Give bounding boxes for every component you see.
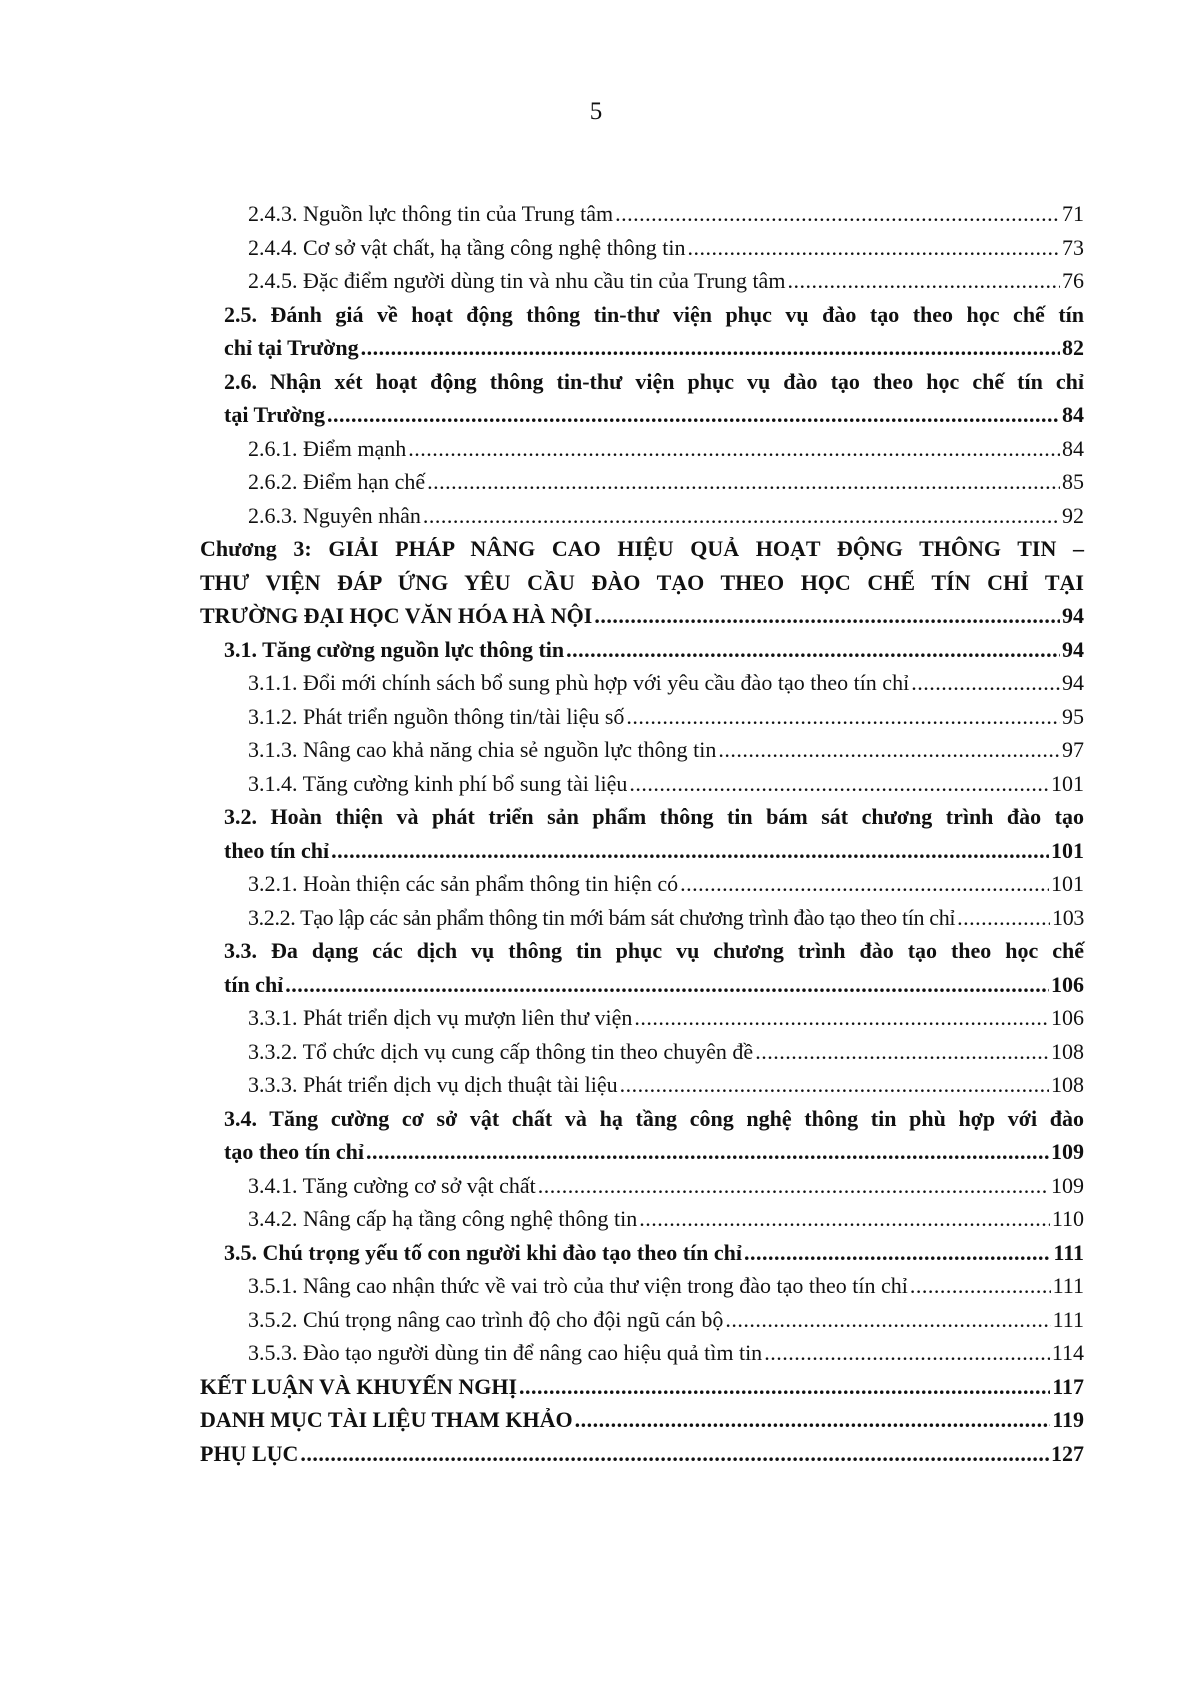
leader-dots	[423, 499, 1060, 533]
toc-section	[200, 934, 1084, 1001]
toc-chapter	[200, 532, 1084, 633]
leader-dots	[725, 1303, 1050, 1337]
toc-entry	[200, 1336, 1084, 1370]
toc-entry-title-line: 3.4. Tăng cường cơ sở vật chất và hạ tầng công nghệ thông tin phù hợp với đào	[224, 1105, 1084, 1131]
toc-section	[200, 633, 1084, 667]
leader-dots	[361, 331, 1060, 365]
leader-dots	[615, 197, 1060, 231]
toc-entry-title: 2.4.5. Đặc điểm người dùng tin và nhu cầu tin của Trung tâm	[248, 268, 786, 293]
toc-page-number: 101	[1051, 770, 1084, 796]
leader-dots	[626, 700, 1060, 734]
toc-section	[200, 1236, 1084, 1270]
toc-entry	[200, 264, 1084, 298]
toc-entry-title: 2.6.2. Điểm hạn chế	[248, 469, 426, 494]
toc-page-number: 71	[1062, 201, 1084, 226]
toc-entry	[200, 1269, 1084, 1303]
toc-page-number: 82	[1062, 335, 1084, 360]
toc-page-number: 94	[1062, 670, 1084, 695]
toc-page-number: 92	[1062, 502, 1084, 528]
toc-entry	[200, 1202, 1084, 1236]
toc-entry	[200, 733, 1084, 767]
toc-page-number: 111	[1052, 1306, 1084, 1332]
toc-entry	[200, 499, 1084, 533]
toc-section	[200, 800, 1084, 867]
toc-entry-title-line: Chương 3: GIẢI PHÁP NÂNG CAO HIỆU QUẢ HOẠT ĐỘNG THÔNG TIN –	[200, 536, 1084, 561]
toc-page-number: 111	[1052, 1273, 1084, 1298]
leader-dots	[718, 733, 1060, 767]
toc-entry-title: 2.6.3. Nguyên nhân	[248, 502, 421, 528]
leader-dots	[427, 465, 1060, 499]
toc-page-number: 101	[1051, 871, 1084, 896]
toc-entry-title-line: 2.5. Đánh giá về hoạt động thông tin-thư viện phục vụ đào tạo theo học chế tín	[224, 301, 1084, 327]
toc-page-number: 110	[1051, 1206, 1084, 1231]
toc-entry-title: 2.4.4. Cơ sở vật chất, hạ tầng công nghệ thông tin	[248, 234, 686, 260]
toc-page-number: 106	[1051, 1005, 1084, 1030]
toc-page-number: 101	[1051, 837, 1084, 863]
toc-entry-title: 3.2.1. Hoàn thiện các sản phẩm thông tin hiện có	[248, 871, 679, 896]
leader-dots	[575, 1403, 1051, 1437]
page-number: 5	[589, 98, 603, 125]
toc-entry-title: 3.1.3. Nâng cao khả năng chia sẻ nguồn lực thông tin	[248, 737, 717, 762]
toc-entry	[200, 867, 1084, 901]
toc-entry-title: KẾT LUẬN VÀ KHUYẾN NGHỊ	[200, 1373, 518, 1399]
toc-page-number: 97	[1062, 737, 1084, 762]
toc-page-number: 76	[1062, 268, 1084, 293]
toc-entry-title: 3.2.2. Tạo lập các sản phẩm thông tin mới bám sát chương trình đào tạo theo tín chỉ	[248, 904, 956, 930]
toc-entry-title: 3.1.1. Đổi mới chính sách bổ sung phù hợp với yêu cầu đào tạo theo tín chỉ	[248, 670, 910, 695]
leader-dots	[366, 1135, 1049, 1169]
toc-entry-title: 3.1.2. Phát triển nguồn thông tin/tài liệu số	[248, 703, 625, 729]
toc-page-number: 84	[1062, 435, 1084, 461]
leader-dots	[911, 666, 1060, 700]
toc-entry-title: PHỤ LỤC	[200, 1440, 299, 1466]
toc-entry-title: tín chỉ	[224, 971, 284, 997]
toc-page-number: 95	[1062, 703, 1084, 729]
toc-entry	[200, 901, 1084, 935]
toc-entry	[200, 767, 1084, 801]
toc-entry-title: 3.1.4. Tăng cường kinh phí bổ sung tài liệu	[248, 770, 628, 796]
toc-entry-title: 3.3.3. Phát triển dịch vụ dịch thuật tài liệu	[248, 1072, 618, 1097]
toc-entry-title: tạo theo tín chỉ	[224, 1139, 364, 1164]
toc-entry-title-line: 2.6. Nhận xét hoạt động thông tin-thư viện phục vụ đào tạo theo học chế tín chỉ	[224, 368, 1084, 394]
toc-entry-title: theo tín chỉ	[224, 837, 330, 863]
toc-entry	[200, 1303, 1084, 1337]
toc-page-number: 84	[1062, 402, 1084, 427]
toc-chapter	[200, 1437, 1084, 1471]
toc-section	[200, 298, 1084, 365]
leader-dots	[566, 633, 1060, 667]
toc-entry-title: DANH MỤC TÀI LIỆU THAM KHẢO	[200, 1407, 573, 1432]
toc-entry	[200, 666, 1084, 700]
toc-entry-title-line: 3.3. Đa dạng các dịch vụ thông tin phục vụ chương trình đào tạo theo học chế	[224, 938, 1084, 963]
toc-entry	[200, 1169, 1084, 1203]
toc-page-number: 117	[1052, 1373, 1084, 1399]
toc-entry-title: 2.4.3. Nguồn lực thông tin của Trung tâm	[248, 201, 614, 226]
toc-entry	[200, 1068, 1084, 1102]
leader-dots	[408, 432, 1060, 466]
toc-entry-title: 3.5.3. Đào tạo người dùng tin để nâng cao hiệu quả tìm tin	[248, 1340, 763, 1365]
leader-dots	[910, 1269, 1051, 1303]
toc-entry-title: 3.5. Chú trọng yếu tố con người khi đào tạo theo tín chỉ	[224, 1239, 742, 1265]
toc-entry-title: 3.3.1. Phát triển dịch vụ mượn liên thư viện	[248, 1005, 633, 1030]
toc-entry	[200, 1001, 1084, 1035]
toc-entry-title: 3.5.1. Nâng cao nhận thức về vai trò của thư viện trong đào tạo theo tín chỉ	[248, 1273, 908, 1298]
toc-entry-title-line: 3.2. Hoàn thiện và phát triển sản phẩm thông tin bám sát chương trình đào tạo	[224, 804, 1084, 829]
leader-dots	[688, 231, 1060, 265]
leader-dots	[300, 1437, 1049, 1471]
leader-dots	[764, 1336, 1050, 1370]
toc-entry	[200, 197, 1084, 231]
toc-entry-title: 3.4.2. Nâng cấp hạ tầng công nghệ thông tin	[248, 1206, 638, 1231]
toc-entry-title: 3.3.2. Tổ chức dịch vụ cung cấp thông tin theo chuyên đề	[248, 1038, 754, 1064]
toc-page-number: 109	[1051, 1172, 1084, 1198]
toc-page-number: 111	[1053, 1239, 1084, 1265]
toc-entry-title: 2.6.1. Điểm mạnh	[248, 435, 407, 461]
leader-dots	[620, 1068, 1049, 1102]
toc-page-number: 109	[1051, 1139, 1084, 1164]
toc-entry-title-line: THƯ VIỆN ĐÁP ỨNG YÊU CẦU ĐÀO TẠO THEO HỌC CHẾ TÍN CHỈ TẠI	[200, 569, 1084, 595]
toc-page-number: 108	[1051, 1038, 1084, 1064]
toc-page-number: 94	[1062, 636, 1084, 662]
toc-entry	[200, 432, 1084, 466]
toc-entry-title: 3.5.2. Chú trọng nâng cao trình độ cho đội ngũ cán bộ	[248, 1306, 724, 1332]
toc-page-number: 127	[1051, 1440, 1084, 1466]
toc-entry	[200, 231, 1084, 265]
leader-dots	[538, 1169, 1049, 1203]
leader-dots	[331, 834, 1049, 868]
toc-entry-title: chỉ tại Trường	[224, 335, 359, 360]
leader-dots	[957, 901, 1050, 935]
table-of-contents	[200, 197, 1084, 1470]
toc-section	[200, 365, 1084, 432]
leader-dots	[285, 968, 1049, 1002]
toc-entry	[200, 465, 1084, 499]
leader-dots	[629, 767, 1049, 801]
leader-dots	[787, 264, 1060, 298]
leader-dots	[755, 1035, 1049, 1069]
toc-entry-title: TRƯỜNG ĐẠI HỌC VĂN HÓA HÀ NỘI	[200, 603, 593, 628]
toc-page-number: 119	[1052, 1407, 1084, 1432]
leader-dots	[744, 1236, 1051, 1270]
toc-page-number: 103	[1052, 904, 1084, 930]
leader-dots	[680, 867, 1049, 901]
leader-dots	[519, 1370, 1050, 1404]
toc-chapter	[200, 1370, 1084, 1404]
toc-chapter	[200, 1403, 1084, 1437]
leader-dots	[634, 1001, 1049, 1035]
toc-page-number: 108	[1051, 1072, 1084, 1097]
toc-entry-title: 3.4.1. Tăng cường cơ sở vật chất	[248, 1172, 536, 1198]
toc-section	[200, 1102, 1084, 1169]
toc-page-number: 94	[1062, 603, 1084, 628]
toc-page-number: 114	[1051, 1340, 1084, 1365]
toc-entry-title: 3.1. Tăng cường nguồn lực thông tin	[224, 636, 565, 662]
toc-entry	[200, 1035, 1084, 1069]
toc-entry-title: tại Trường	[224, 402, 325, 427]
toc-page-number: 106	[1051, 971, 1084, 997]
toc-entry	[200, 700, 1084, 734]
toc-page-number: 85	[1062, 469, 1084, 494]
toc-page-number: 73	[1062, 234, 1084, 260]
leader-dots	[639, 1202, 1050, 1236]
leader-dots	[327, 398, 1060, 432]
leader-dots	[594, 599, 1060, 633]
